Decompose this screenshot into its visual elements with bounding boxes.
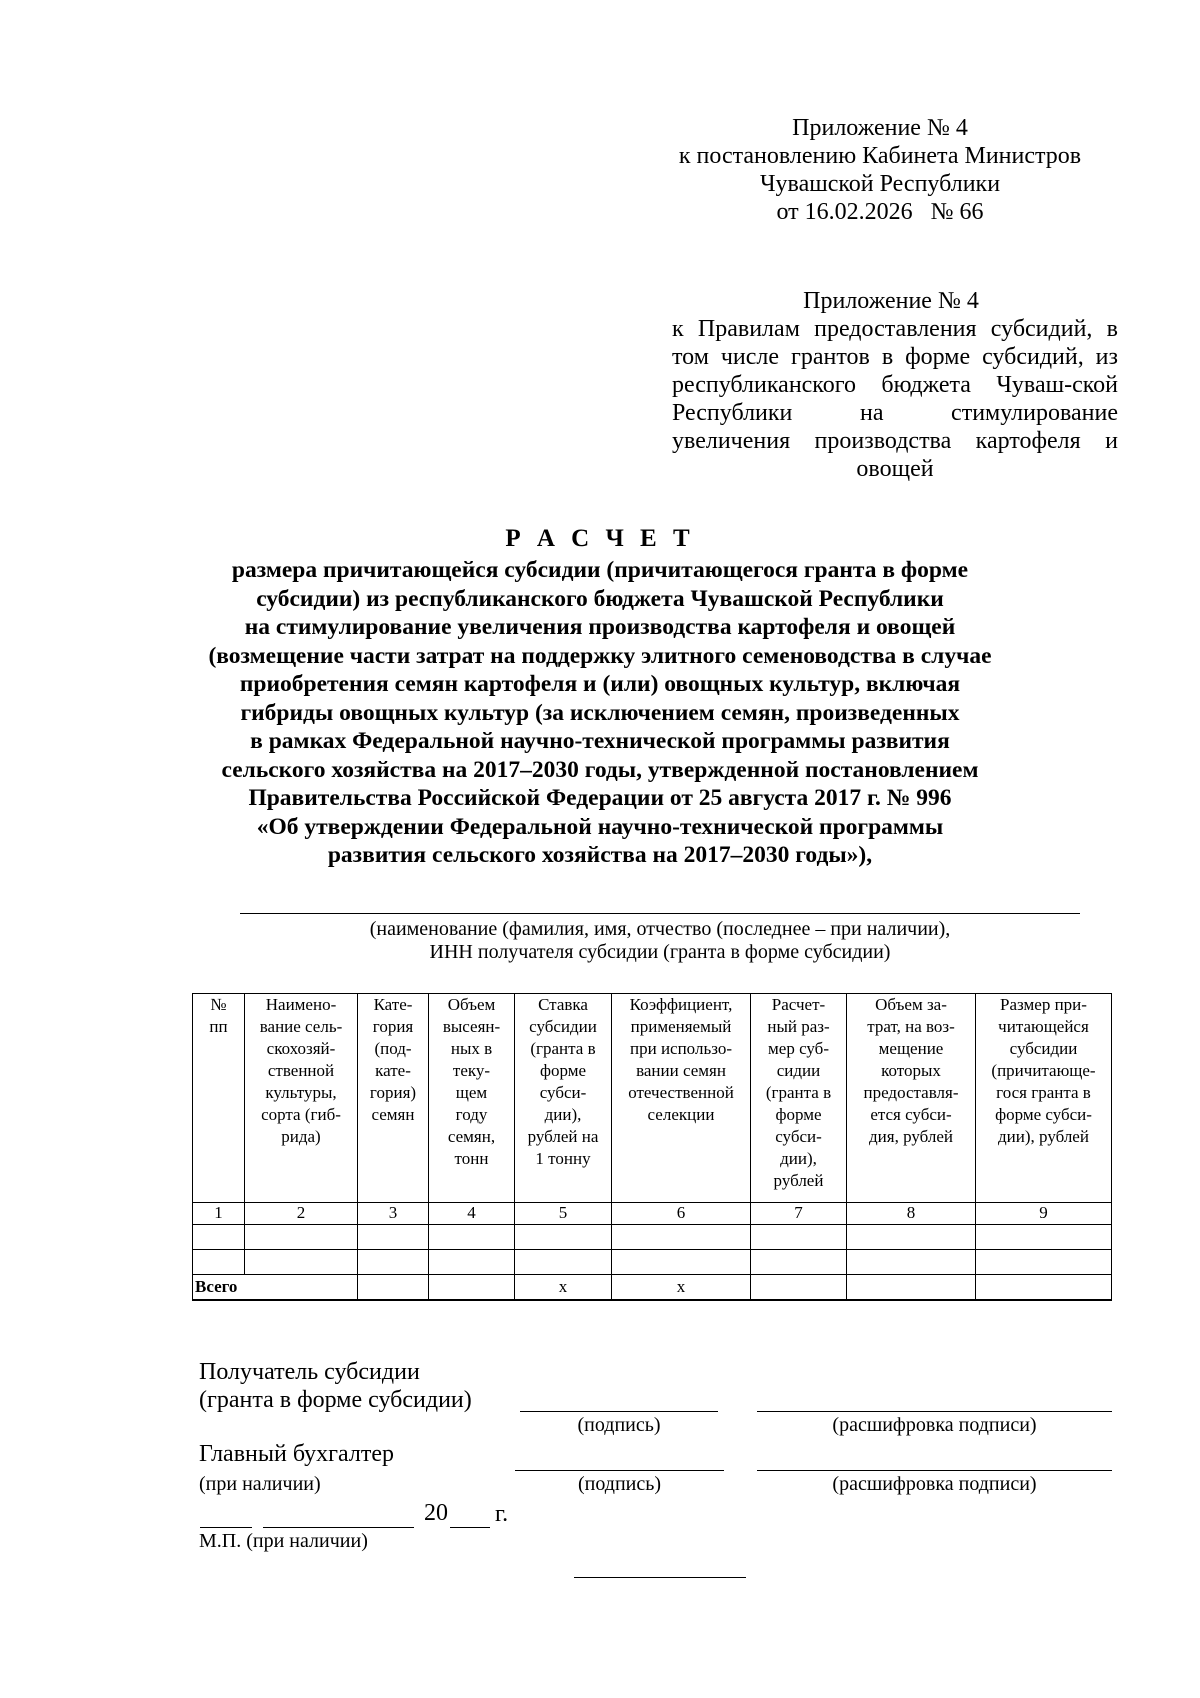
accountant-signature-caption: (подпись) (577, 1473, 662, 1495)
column-number: 7 (751, 1203, 847, 1225)
header-cell-line: семян (371, 1105, 415, 1124)
total-cell[interactable] (429, 1275, 515, 1301)
header-cell-line: кате- (375, 1061, 411, 1080)
date-year-suffix: г. (495, 1501, 509, 1527)
table-cell[interactable] (358, 1225, 429, 1250)
header-cell-line: пп (209, 1017, 228, 1036)
heading-line: гибриды овощных культур (за исключением семян, произведенных (240, 699, 960, 726)
header-cell-line: высеян- (442, 1017, 501, 1036)
accountant-decoding-caption: (расшифровка подписи) (832, 1473, 1037, 1495)
table-cell[interactable] (515, 1250, 612, 1275)
heading-line: сельского хозяйства на 2017–2030 годы, утвержденной постановлением (221, 756, 979, 783)
total-cell[interactable] (358, 1275, 429, 1301)
recipient-signature-caption: (подпись) (577, 1414, 661, 1436)
table-cell[interactable] (245, 1225, 358, 1250)
heading-line: Правительства Российской Федерации от 25 августа 2017 г. № 996 (248, 785, 952, 811)
table-cell[interactable] (193, 1250, 245, 1275)
total-cell: x (612, 1275, 751, 1301)
accountant-signature-field[interactable] (515, 1470, 724, 1471)
appendix-main-block (640, 114, 1120, 226)
table-cell[interactable] (751, 1250, 847, 1275)
total-cell[interactable] (847, 1275, 976, 1301)
appendix-main-line4: от 16.02.2026 № 66 (776, 199, 984, 225)
table-cell[interactable] (847, 1225, 976, 1250)
table-cell[interactable] (847, 1250, 976, 1275)
header-cell-line: скохозяй- (266, 1039, 336, 1058)
column-number: 3 (358, 1203, 429, 1225)
header-cell-line: Объем за- (875, 995, 947, 1014)
table-cell[interactable] (751, 1225, 847, 1250)
header-cell-crop-name (245, 994, 358, 1203)
header-cell-line: отечественной (628, 1083, 734, 1102)
header-cell-line: Наимено- (265, 995, 337, 1014)
table-cell[interactable] (358, 1250, 429, 1275)
header-cell-line: гория) (369, 1083, 417, 1102)
recipient-caption-line2: ИНН получателя субсидии (гранта в форме субсидии) (429, 941, 891, 963)
header-cell-line: при использо- (630, 1039, 732, 1058)
column-number: 5 (515, 1203, 612, 1225)
header-cell-line: субси- (775, 1127, 822, 1146)
table-row (193, 1250, 1112, 1275)
header-cell-sown-volume (429, 994, 515, 1203)
header-cell-line: (гранта в (530, 1039, 596, 1058)
header-cell-line: 1 тонну (535, 1149, 591, 1168)
table-cell[interactable] (429, 1225, 515, 1250)
header-cell-line: форме (775, 1105, 822, 1124)
table-total-row (193, 1275, 1112, 1301)
header-cell-line: селекции (647, 1105, 715, 1124)
recipient-name-caption (240, 918, 1080, 964)
header-cell-line: дия, рублей (869, 1127, 953, 1146)
appendix-rules-body: к Правилам предоставления субсидий, в том числе грантов в форме субсидий, из республиканского бюджета Чуваш-ской Республики на стимулирование увеличения производства картофеля и овощей (672, 316, 1118, 482)
table-cell[interactable] (429, 1250, 515, 1275)
recipient-label-line1: Получатель субсидии (199, 1359, 420, 1385)
column-number: 9 (976, 1203, 1112, 1225)
header-cell-line: форме субси- (995, 1105, 1092, 1124)
heading-line: развития сельского хозяйства на 2017–2030 годы»), (327, 842, 873, 868)
heading-line: на стимулирование увеличения производства картофеля и овощей (244, 614, 956, 640)
column-number: 8 (847, 1203, 976, 1225)
header-cell-number (193, 994, 245, 1203)
table-cell[interactable] (976, 1250, 1112, 1275)
total-label: Всего (193, 1275, 358, 1301)
recipient-caption-line1: (наименование (фамилия, имя, отчество (последнее – при наличии), (369, 918, 951, 940)
header-cell-line: культуры, (265, 1083, 337, 1102)
table-cell[interactable] (515, 1225, 612, 1250)
column-number: 6 (612, 1203, 751, 1225)
header-cell-line: субси- (539, 1083, 587, 1102)
table-header-row (193, 994, 1112, 1203)
header-cell-seed-category (358, 994, 429, 1203)
document-title: Р А С Ч Е Т (505, 525, 695, 552)
table-cell[interactable] (612, 1225, 751, 1250)
header-cell-line: применяемый (630, 1017, 732, 1036)
header-cell-line: которых (881, 1061, 941, 1080)
appendix-main-line3: Чувашской Республики (759, 171, 1001, 197)
header-cell-line: сорта (гиб- (261, 1105, 341, 1124)
header-cell-line: субсидии (529, 1017, 597, 1036)
header-cell-line: Расчет- (771, 995, 826, 1014)
recipient-signature-field[interactable] (520, 1411, 718, 1412)
table-row (193, 1225, 1112, 1250)
table-cell[interactable] (612, 1250, 751, 1275)
total-cell[interactable] (976, 1275, 1112, 1301)
total-cell[interactable] (751, 1275, 847, 1301)
header-cell-line: (под- (374, 1039, 412, 1058)
table-cell[interactable] (976, 1225, 1112, 1250)
header-cell-line: теку- (452, 1061, 491, 1080)
header-cell-line: вание сель- (259, 1017, 343, 1036)
accountant-label: Главный бухгалтер (199, 1441, 394, 1467)
header-cell-line: ных в (450, 1039, 493, 1058)
header-cell-line: щем (455, 1083, 488, 1102)
header-cell-line: мер суб- (768, 1039, 829, 1058)
header-cell-line: Кате- (373, 995, 413, 1014)
header-cell-line: предоставля- (863, 1083, 959, 1102)
appendix-main-line1: Приложение № 4 (792, 115, 968, 141)
header-cell-line: гося гранта в (996, 1083, 1091, 1102)
header-cell-line: дии), (544, 1105, 582, 1124)
heading-line: субсидии) из республиканского бюджета Чувашской Республики (256, 585, 944, 612)
header-cell-line: читающейся (998, 1017, 1089, 1036)
header-cell-line: ственной (267, 1061, 335, 1080)
header-cell-line: Ставка (538, 995, 588, 1014)
header-cell-line: ный раз- (767, 1017, 830, 1036)
header-cell-line: гория (372, 1017, 414, 1036)
table-cell[interactable] (245, 1250, 358, 1275)
header-cell-line: вании семян (636, 1061, 726, 1080)
header-cell-line: Коэффициент, (629, 995, 733, 1014)
date-day-field[interactable] (200, 1527, 252, 1528)
date-year-prefix: 20 (424, 1500, 448, 1526)
header-cell-coefficient (612, 994, 751, 1203)
appendix-main-line2: к постановлению Кабинета Министров (678, 143, 1082, 169)
header-cell-line: году (455, 1105, 488, 1124)
header-cell-line: мещение (878, 1039, 944, 1058)
header-cell-line: субсидии (1009, 1039, 1078, 1058)
heading-line: «Об утверждении Федеральной научно-технической программы (256, 813, 944, 840)
header-cell-line: № (210, 995, 227, 1014)
header-cell-line: дии), рублей (998, 1127, 1089, 1146)
heading-line: приобретения семян картофеля и (или) овощных культур, включая (239, 671, 961, 697)
table-column-numbers-row (193, 1203, 1112, 1225)
document-heading (200, 556, 1000, 870)
heading-line: в рамках Федеральной научно-технической программы развития (250, 728, 950, 754)
appendix-rules-title: Приложение № 4 (803, 288, 979, 314)
accountant-decoding-field[interactable] (757, 1470, 1112, 1471)
heading-line: (возмещение части затрат на поддержку элитного семеноводства в случае (208, 642, 992, 669)
header-cell-subsidy-rate (515, 994, 612, 1203)
header-cell-line: Размер при- (1000, 995, 1087, 1014)
date-year-field[interactable] (450, 1527, 490, 1528)
header-cell-line: форме (539, 1061, 587, 1080)
header-cell-line: сидии (776, 1061, 821, 1080)
header-cell-line: (причитающе- (991, 1061, 1096, 1080)
date-month-field[interactable] (263, 1527, 414, 1528)
column-number: 4 (429, 1203, 515, 1225)
header-cell-line: тонн (454, 1149, 489, 1168)
table-cell[interactable] (193, 1225, 245, 1250)
recipient-decoding-caption: (расшифровка подписи) (832, 1414, 1037, 1436)
header-cell-line: трат, на воз- (867, 1017, 955, 1036)
column-number: 1 (193, 1203, 245, 1225)
header-cell-line: ется субси- (870, 1105, 952, 1124)
header-cell-line: дии), (780, 1149, 817, 1168)
header-cell-line: семян, (447, 1127, 496, 1146)
separator-line (574, 1577, 746, 1578)
stamp-label: М.П. (при наличии) (199, 1530, 368, 1552)
header-cell-line: (гранта в (765, 1083, 832, 1102)
header-cell-calculated-amount (751, 994, 847, 1203)
heading-line: размера причитающейся субсидии (причитающегося гранта в форме (231, 557, 969, 583)
header-cell-line: рублей на (527, 1127, 599, 1146)
total-cell: x (515, 1275, 612, 1301)
header-cell-line: рублей (773, 1171, 824, 1190)
column-number: 2 (245, 1203, 358, 1225)
recipient-decoding-field[interactable] (757, 1411, 1112, 1412)
header-cell-line: рида) (281, 1127, 321, 1146)
header-cell-due-subsidy (976, 994, 1112, 1203)
recipient-label-line2: (гранта в форме субсидии) (199, 1387, 472, 1413)
calculation-table (192, 993, 1112, 1301)
header-cell-cost-volume (847, 994, 976, 1203)
recipient-name-field[interactable] (240, 913, 1080, 914)
header-cell-line: Объем (447, 995, 496, 1014)
accountant-optional-label: (при наличии) (199, 1473, 321, 1495)
